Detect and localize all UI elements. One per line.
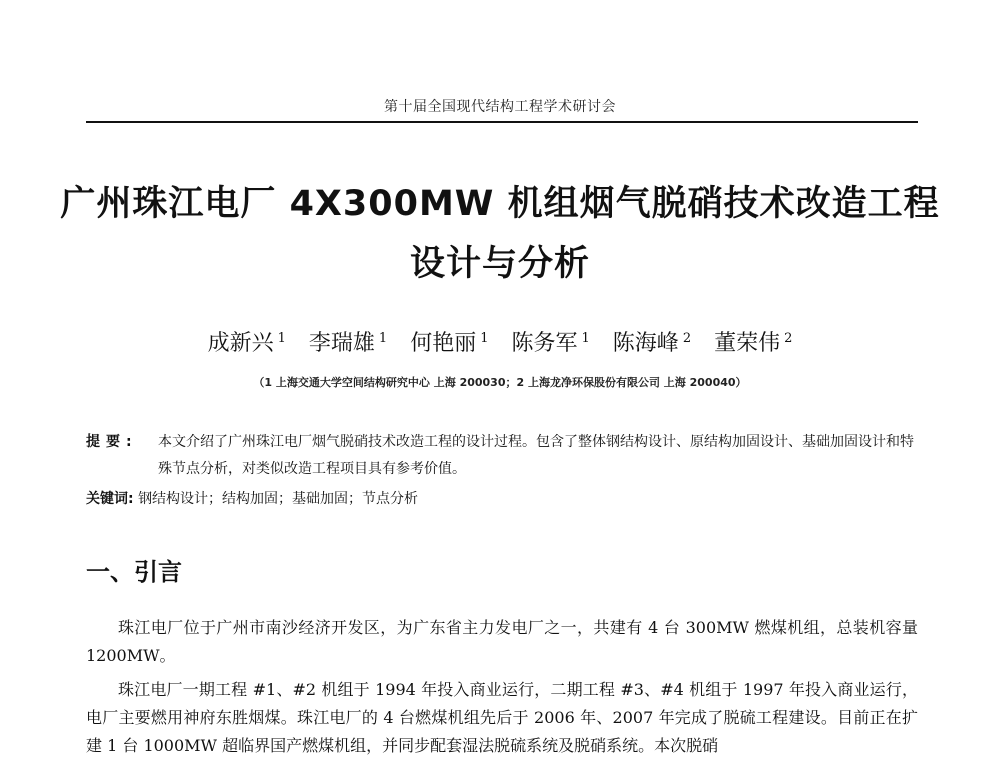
- abstract-label: 提要:: [86, 434, 138, 450]
- author-name: 陈海峰: [612, 331, 679, 356]
- keywords-text: 钢结构设计；结构加固；基础加固；节点分析: [138, 491, 419, 507]
- author-name: 何艳丽: [410, 331, 477, 356]
- keywords-label: 关键词:: [86, 491, 134, 507]
- author-affiliation-mark: 1: [277, 330, 286, 346]
- author-name: 陈务军: [511, 331, 578, 356]
- paragraph: 珠江电厂位于广州市南沙经济开发区，为广东省主力发电厂之一，共建有 4 台 300MW 燃煤机组，总装机容量 1200MW。: [86, 618, 918, 665]
- author: [714, 331, 792, 356]
- paper-title-line-2: 设计与分析: [409, 244, 590, 284]
- author: [309, 331, 387, 356]
- abstract: [86, 429, 918, 483]
- author: [410, 331, 488, 356]
- author-name: 董荣伟: [714, 331, 781, 356]
- author-name: 李瑞雄: [308, 331, 375, 356]
- author-affiliation-mark: 2: [784, 330, 793, 346]
- section-heading: 一、引言: [86, 558, 182, 586]
- author-affiliation-mark: 1: [581, 330, 590, 346]
- author-affiliation-mark: 1: [480, 330, 489, 346]
- author: [613, 331, 691, 356]
- author: [208, 331, 286, 356]
- running-header: 第十届全国现代结构工程学术研讨会: [384, 99, 616, 115]
- author-affiliation-mark: 2: [682, 330, 692, 346]
- paragraph: 珠江电厂一期工程 #1、#2 机组于 1994 年投入商业运行，二期工程 #3、#4 机组于 1997 年投入商业运行，电厂主要燃用神府东胜烟煤。珠江电厂的 4 台燃煤机组先后于 2006 年、2007 年完成了脱硫工程建设。目前正在扩建 1 台 1000MW 超临界国产燃煤机组，并同步配套湿法脱硫系统及脱硝系统。本次脱硝: [86, 680, 918, 755]
- author-name: 成新兴: [207, 331, 274, 356]
- header-rule: [86, 121, 918, 123]
- affiliation: （1 上海交通大学空间结构研究中心 上海 200030；2 上海龙净环保股份有限公司 上海 200040）: [253, 376, 747, 389]
- abstract-text: 本文介绍了广州珠江电厂烟气脱硝技术改造工程的设计过程。包含了整体钢结构设计、原结构加固设计、基础加固设计和特殊节点分析，对类似改造工程项目具有参考价值。: [158, 434, 914, 477]
- author-list: [0, 326, 1000, 357]
- section-body: [86, 614, 918, 766]
- author-affiliation-mark: 1: [378, 330, 388, 346]
- keywords: [86, 487, 918, 511]
- author: [512, 331, 590, 356]
- paper-title-line-1: 广州珠江电厂 4X300MW 机组烟气脱硝技术改造工程: [60, 184, 940, 224]
